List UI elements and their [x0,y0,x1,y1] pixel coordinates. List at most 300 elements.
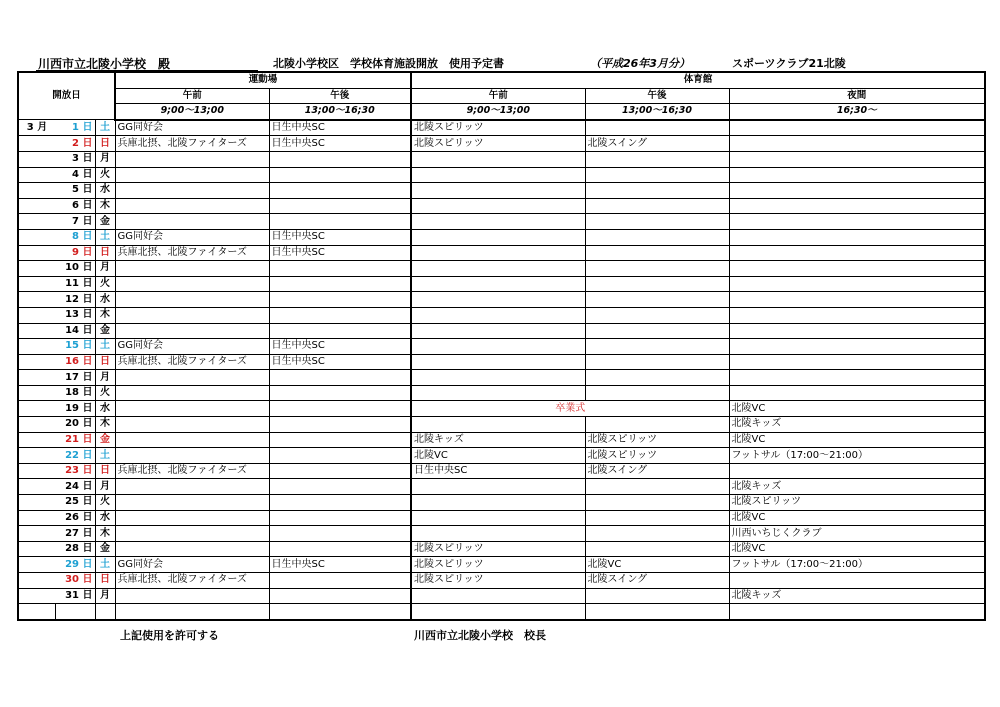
month-cell [18,339,55,355]
ground-am-cell: 兵庫北摂、北陵ファイターズ [115,245,269,261]
gym-night-cell: 北陵VC [729,432,985,448]
ground-am-cell [115,432,269,448]
ground-pm-cell [269,479,411,495]
day-cell [55,136,95,152]
day-cell [55,463,95,479]
principal-signature-line: 川西市立北陵小学校 校長 [414,629,546,642]
table-row [18,370,985,386]
day-number: 24 [65,480,80,492]
ground-pm-cell [269,292,411,308]
weekday-cell: 金 [95,214,115,230]
day-cell [55,588,95,604]
table-row [18,214,985,230]
gym-pm-cell [585,183,729,199]
month-cell [18,370,55,386]
month-cell [18,463,55,479]
weekday-cell: 日 [95,136,115,152]
day-cell [55,339,95,355]
day-cell [55,495,95,511]
day-number: 2 [72,137,80,149]
weekday-cell: 水 [95,510,115,526]
ground-am-cell [115,276,269,292]
weekday-cell: 月 [95,479,115,495]
day-number: 26 [65,511,80,523]
gym-am-cell [411,167,585,183]
day-number: 25 [65,496,80,508]
month-cell [18,214,55,230]
table-row [18,385,985,401]
ground-am-cell [115,292,269,308]
weekday-cell: 木 [95,307,115,323]
month-cell [18,354,55,370]
month-cell [18,276,55,292]
day-number: 8 [72,231,80,243]
ground-am-cell [115,401,269,417]
month-cell [18,495,55,511]
ground-am-cell [115,307,269,323]
day-suffix: 日 [82,558,93,570]
gym-pm-cell [585,214,729,230]
ground-pm-cell [269,541,411,557]
gym-am-cell: 北陵スピリッツ [411,541,585,557]
day-number: 30 [65,574,80,586]
gym-pm-cell [585,510,729,526]
day-number: 15 [65,340,80,352]
table-row [18,151,985,167]
ground-pm-cell [269,526,411,542]
ground-pm-cell [269,463,411,479]
ground-am-cell: GG同好会 [115,339,269,355]
table-row [18,354,985,370]
weekday-cell: 木 [95,526,115,542]
day-cell [55,229,95,245]
gym-am-cell [411,214,585,230]
gym-night-cell: フットサル（17:00～21:00） [729,557,985,573]
day-suffix: 日 [82,262,93,274]
month-cell [18,229,55,245]
ground-am-cell [115,588,269,604]
day-cell [55,557,95,573]
ground-pm-cell [269,432,411,448]
ground-pm-cell [269,385,411,401]
table-row [18,292,985,308]
day-suffix: 日 [82,574,93,586]
ground-pm-cell: 日生中央SC [269,136,411,152]
gym-night-cell [729,167,985,183]
day-number: 27 [65,527,80,539]
gym-pm-cell: 北陵スイング [585,463,729,479]
gym-night-cell [729,229,985,245]
gym-pm-cell [585,198,729,214]
gym-pm-cell: 北陵スイング [585,573,729,589]
addressee: 川西市立北陵小学校 殿 [38,57,171,71]
day-suffix: 日 [82,137,93,149]
header-row-times [18,104,985,120]
day-cell [55,370,95,386]
gym-pm-cell [585,385,729,401]
gym-night-cell [729,183,985,199]
gym-pm-cell [585,151,729,167]
gym-night-cell [729,573,985,589]
gym-pm-cell [585,307,729,323]
day-number: 9 [72,246,80,258]
ground-pm-cell [269,495,411,511]
day-number: 17 [65,371,80,383]
gym-night-cell [729,323,985,339]
ground-am-cell [115,151,269,167]
weekday-cell: 火 [95,495,115,511]
day-cell [55,510,95,526]
month-cell [18,323,55,339]
day-suffix: 日 [82,309,93,321]
gym-night-cell: 北陵VC [729,510,985,526]
table-row [18,526,985,542]
gym-am-cell [411,183,585,199]
gym-night-cell: 北陵VC [729,401,985,417]
day-cell [55,292,95,308]
weekday-cell: 水 [95,292,115,308]
gym-night-cell [729,385,985,401]
ground-pm-cell: 日生中央SC [269,245,411,261]
day-cell [55,183,95,199]
blank-cell [18,604,55,620]
gym-night-cell [729,463,985,479]
gym-night-cell: 北陵VC [729,541,985,557]
day-suffix: 日 [82,121,93,133]
day-suffix: 日 [82,496,93,508]
gym-night-cell: 北陵キッズ [729,417,985,433]
day-suffix: 日 [82,293,93,305]
ground-pm-cell: 日生中央SC [269,229,411,245]
month-cell [18,432,55,448]
day-cell [55,432,95,448]
ground-am-cell: 兵庫北摂、北陵ファイターズ [115,463,269,479]
weekday-cell: 木 [95,198,115,214]
ground-pm-cell [269,417,411,433]
gym-am-cell [411,229,585,245]
month-cell [18,526,55,542]
ground-pm-cell [269,307,411,323]
month-cell [18,417,55,433]
day-cell [55,307,95,323]
table-row [18,432,985,448]
gym-am-cell [411,245,585,261]
day-suffix: 日 [82,465,93,477]
day-cell [55,167,95,183]
weekday-cell: 金 [95,432,115,448]
day-cell [55,261,95,277]
gym-pm-cell [585,261,729,277]
weekday-cell: 水 [95,183,115,199]
day-suffix: 日 [82,324,93,336]
ground-am-cell: 兵庫北摂、北陵ファイターズ [115,136,269,152]
weekday-cell: 日 [95,463,115,479]
table-row [18,557,985,573]
ground-pm-cell [269,276,411,292]
day-suffix: 日 [82,433,93,445]
ground-header: 運動場 [115,72,411,88]
gym-am-cell: 北陵スピリッツ [411,557,585,573]
gym-night-cell: 北陵スピリッツ [729,495,985,511]
day-suffix: 日 [82,418,93,430]
ground-pm-cell [269,167,411,183]
weekday-cell: 土 [95,557,115,573]
day-number: 23 [65,465,80,477]
ground-pm-cell [269,198,411,214]
table-row [18,401,985,417]
gym-pm-cell [585,120,729,136]
gym-event-cell: 卒業式 [411,401,729,417]
ground-pm-cell: 日生中央SC [269,354,411,370]
day-number: 13 [65,309,80,321]
day-cell [55,385,95,401]
ground-am-cell: 兵庫北摂、北陵ファイターズ [115,573,269,589]
gym-night-cell [729,151,985,167]
document-title: 北陵小学校区 学校体育施設開放 使用予定書 [273,57,504,70]
weekday-cell: 金 [95,541,115,557]
gym-pm-cell [585,588,729,604]
gym-am-time: 9;00～13;00 [411,104,585,120]
ground-pm-header: 午後 [269,88,411,104]
ground-am-cell: GG同好会 [115,120,269,136]
day-number: 28 [65,543,80,555]
month-cell [18,198,55,214]
day-suffix: 日 [82,543,93,555]
gym-pm-cell [585,229,729,245]
month-cell [18,557,55,573]
gym-pm-cell: 北陵VC [585,557,729,573]
schedule-table [17,71,986,621]
ground-pm-cell [269,214,411,230]
month-cell [18,136,55,152]
gym-am-cell: 北陵スピリッツ [411,120,585,136]
day-number: 5 [72,184,80,196]
kaihobi-header: 開放日 [18,72,115,120]
month-cell [18,385,55,401]
table-row [18,198,985,214]
day-number: 22 [65,449,80,461]
gym-am-cell [411,307,585,323]
day-cell [55,573,95,589]
weekday-cell: 日 [95,354,115,370]
weekday-cell: 月 [95,151,115,167]
table-row [18,417,985,433]
weekday-cell: 金 [95,323,115,339]
weekday-cell: 月 [95,261,115,277]
ground-am-cell [115,417,269,433]
gym-am-cell: 北陵キッズ [411,432,585,448]
ground-pm-cell [269,323,411,339]
ground-am-cell [115,261,269,277]
table-row [18,510,985,526]
gym-pm-time: 13;00～16;30 [585,104,729,120]
day-cell [55,354,95,370]
gym-night-cell: 北陵キッズ [729,479,985,495]
gym-am-cell [411,292,585,308]
day-suffix: 日 [82,527,93,539]
weekday-cell: 日 [95,245,115,261]
ground-am-cell [115,479,269,495]
weekday-cell: 月 [95,588,115,604]
day-suffix: 日 [82,511,93,523]
ground-am-cell [115,198,269,214]
month-cell [18,479,55,495]
table-row [18,120,985,136]
day-suffix: 日 [82,480,93,492]
weekday-cell: 土 [95,120,115,136]
gym-am-cell [411,526,585,542]
gym-pm-cell [585,479,729,495]
table-row [18,479,985,495]
ground-pm-cell [269,573,411,589]
gym-header: 体育館 [411,72,985,88]
table-row [18,167,985,183]
day-suffix: 日 [82,387,93,399]
weekday-cell: 火 [95,385,115,401]
ground-pm-time: 13;00～16;30 [269,104,411,120]
table-row [18,573,985,589]
ground-am-cell [115,183,269,199]
gym-pm-cell [585,370,729,386]
gym-am-cell [411,151,585,167]
gym-am-cell [411,588,585,604]
day-number: 3 [72,153,80,165]
ground-am-cell [115,541,269,557]
ground-am-cell [115,167,269,183]
gym-am-cell [411,276,585,292]
day-suffix: 日 [82,184,93,196]
ground-am-cell [115,495,269,511]
gym-night-cell: フットサル（17:00～21:00） [729,448,985,464]
gym-am-cell [411,495,585,511]
month-cell [18,573,55,589]
day-suffix: 日 [82,402,93,414]
day-number: 20 [65,418,80,430]
ground-pm-cell [269,510,411,526]
gym-am-cell: 日生中央SC [411,463,585,479]
permission-statement: 上記使用を許可する [120,629,219,642]
day-cell [55,479,95,495]
gym-pm-cell [585,276,729,292]
gym-am-cell: 北陵スピリッツ [411,136,585,152]
day-number: 6 [72,200,80,212]
month-cell: 3 月 [18,120,55,136]
day-suffix: 日 [82,246,93,258]
month-cell [18,183,55,199]
day-cell [55,120,95,136]
gym-pm-cell [585,541,729,557]
weekday-cell: 日 [95,573,115,589]
period-label: （平成26年3月分） [590,57,690,70]
ground-am-cell: 兵庫北摂、北陵ファイターズ [115,354,269,370]
ground-am-header: 午前 [115,88,269,104]
day-suffix: 日 [82,153,93,165]
day-cell [55,401,95,417]
table-row [18,229,985,245]
ground-am-cell: GG同好会 [115,557,269,573]
gym-night-cell [729,354,985,370]
day-suffix: 日 [82,168,93,180]
gym-am-cell [411,417,585,433]
day-suffix: 日 [82,231,93,243]
gym-night-cell [729,136,985,152]
month-cell [18,541,55,557]
day-number: 14 [65,324,80,336]
table-row [18,183,985,199]
day-cell [55,245,95,261]
day-cell [55,151,95,167]
day-suffix: 日 [82,278,93,290]
blank-cell [115,604,269,620]
month-cell [18,151,55,167]
gym-night-cell [729,276,985,292]
gym-night-cell [729,214,985,230]
gym-am-cell [411,198,585,214]
ground-pm-cell [269,588,411,604]
gym-night-cell [729,307,985,323]
gym-am-cell: 北陵VC [411,448,585,464]
day-number: 31 [65,589,80,601]
table-row [18,541,985,557]
gym-night-cell: 北陵キッズ [729,588,985,604]
day-number: 29 [65,558,80,570]
gym-pm-cell [585,245,729,261]
weekday-cell: 土 [95,229,115,245]
gym-pm-cell [585,526,729,542]
day-suffix: 日 [82,589,93,601]
weekday-cell: 木 [95,417,115,433]
weekday-cell: 月 [95,370,115,386]
ground-am-cell [115,385,269,401]
month-cell [18,261,55,277]
gym-night-header: 夜間 [729,88,985,104]
month-cell [18,401,55,417]
weekday-cell: 火 [95,276,115,292]
month-cell [18,245,55,261]
day-number: 10 [65,262,80,274]
blank-cell [95,604,115,620]
weekday-cell: 土 [95,339,115,355]
ground-pm-cell [269,261,411,277]
gym-pm-cell [585,339,729,355]
day-number: 18 [65,387,80,399]
gym-pm-cell [585,292,729,308]
gym-pm-cell: 北陵スピリッツ [585,448,729,464]
blank-cell [729,604,985,620]
ground-pm-cell: 日生中央SC [269,339,411,355]
gym-pm-cell: 北陵スイング [585,136,729,152]
table-row [18,463,985,479]
ground-am-cell: GG同好会 [115,229,269,245]
day-cell [55,276,95,292]
header-row-groups [18,72,985,88]
day-suffix: 日 [82,371,93,383]
day-suffix: 日 [82,340,93,352]
month-cell [18,292,55,308]
gym-night-cell [729,339,985,355]
day-number: 19 [65,402,80,414]
day-number: 1 [72,121,80,133]
day-suffix: 日 [82,200,93,212]
month-cell [18,448,55,464]
gym-night-cell [729,370,985,386]
gym-pm-cell: 北陵スピリッツ [585,432,729,448]
gym-night-cell [729,120,985,136]
gym-am-cell [411,323,585,339]
gym-night-cell [729,261,985,277]
day-number: 11 [65,278,80,290]
day-cell [55,323,95,339]
